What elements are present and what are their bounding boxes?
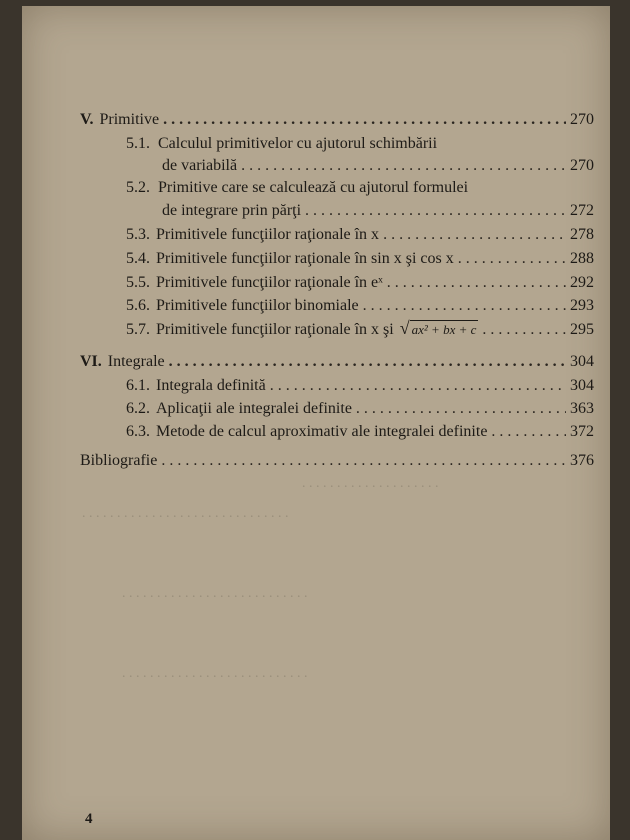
page-number: 272 [570,202,594,219]
dot-leader [383,225,566,245]
toc-bibliography[interactable] [80,451,594,471]
chapter-title: Integrale [107,353,165,370]
page-number: 372 [570,423,594,440]
chapter-title: Primitive [99,111,160,128]
item-title: Integrala definită [156,377,266,394]
page-number: 295 [570,321,594,338]
dot-leader [458,249,566,269]
item-number: 5.7. [126,321,150,338]
book-page [22,6,610,840]
show-through-text: . . . . . . . . . . . . . . . . . . . . [302,476,439,491]
toc-item-6-2[interactable] [126,399,594,419]
dot-leader [356,399,566,419]
item-title: Primitivele funcţiilor raţionale în x şi [156,321,394,338]
page-number: 288 [570,250,594,267]
dot-leader [169,352,566,372]
item-title: Calculul primitivelor cu ajutorul schimbării [158,135,438,152]
item-title-cont: de integrare prin părţi [162,202,302,219]
item-number: 5.3. [126,226,150,243]
item-title: Primitivele funcţiilor raţionale în x [156,226,380,243]
item-number: 5.1. [126,135,150,152]
item-title: Metode de calcul aproximativ ale integralei definite [156,423,488,440]
item-title: Aplicaţii ale integralei definite [156,400,352,417]
item-title: Primitivele funcţiilor raţionale în eˣ [156,274,383,291]
item-title: Primitive care se calculează cu ajutorul formulei [158,179,469,196]
toc-item-5-1-line1[interactable] [126,134,437,154]
item-number: 6.2. [126,400,150,417]
page-footer-number: 4 [85,811,93,827]
dot-leader [163,110,566,130]
page-number: 376 [570,452,594,469]
item-title: Primitivele funcţiilor binomiale [156,297,359,314]
item-title-cont: de variabilă [162,157,238,174]
toc-item-6-3[interactable] [126,422,594,442]
toc-chapter-6[interactable] [80,352,594,372]
item-title: Primitivele funcţiilor raţionale în sin x şi cos x [156,250,454,267]
toc-item-5-7[interactable] [126,320,594,340]
page-number: 292 [570,274,594,291]
chapter-number: VI. [80,353,102,370]
item-number: 6.3. [126,423,150,440]
show-through-text: . . . . . . . . . . . . . . . . . . . . . . . . . . . [122,586,308,601]
page-number: 270 [570,111,594,128]
item-number: 5.2. [126,179,150,196]
page-number: 278 [570,226,594,243]
bibliography-title: Bibliografie [80,452,158,469]
toc-item-5-3[interactable] [126,225,594,245]
dot-leader [241,156,566,176]
item-number: 5.4. [126,250,150,267]
toc-item-5-5[interactable] [126,273,594,293]
show-through-text: . . . . . . . . . . . . . . . . . . . . . . . . . . . . . . [82,506,289,521]
page-number: 270 [570,157,594,174]
item-number: 5.6. [126,297,150,314]
toc-item-6-1[interactable] [126,376,594,396]
dot-leader [387,273,566,293]
dot-leader [482,320,566,340]
toc-item-5-2-line2[interactable] [162,201,594,221]
dot-leader [305,201,566,221]
show-through-text: . . . . . . . . . . . . . . . . . . . . . . . . . . . [122,666,308,681]
item-number: 5.5. [126,274,150,291]
dot-leader [491,422,566,442]
page-number: 293 [570,297,594,314]
chapter-number: V. [80,111,94,128]
item-number: 6.1. [126,377,150,394]
dot-leader [363,296,566,316]
toc-item-5-4[interactable] [126,249,594,269]
page-number: 304 [570,377,594,394]
dot-leader [270,376,566,396]
toc-item-5-2-line1[interactable] [126,178,468,198]
radical-expression: √ ax² + bx + c [410,320,479,337]
toc-chapter-5[interactable] [80,110,594,130]
page-number: 304 [570,353,594,370]
toc-item-5-1-line2[interactable] [162,156,594,176]
toc-item-5-6[interactable] [126,296,594,316]
page-number: 363 [570,400,594,417]
dot-leader [161,451,566,471]
